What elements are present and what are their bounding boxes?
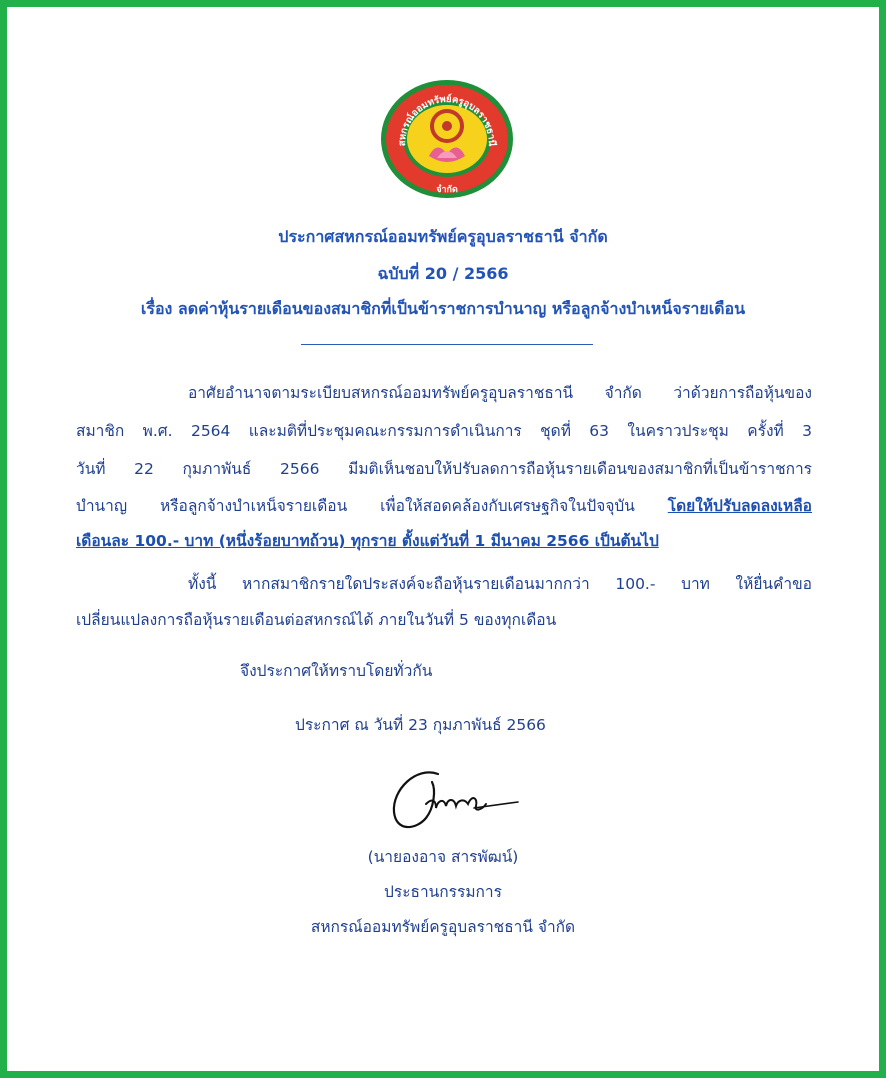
announcement-number: ฉบับที่ 20 / 2566	[377, 264, 509, 283]
paragraph-1-line-3: วันที่ 22 กุมภาพันธ์ 2566 มีมติเห็นชอบให้ปรับลดการถือหุ้นรายเดือนของสมาชิกที่เป็นข้าราชการ	[76, 460, 812, 478]
cooperative-logo	[379, 78, 515, 200]
paragraph-1-line-4-emphasis: โดยให้ปรับลดลงเหลือ	[667, 497, 812, 515]
paragraph-1-line-2: สมาชิก พ.ศ. 2564 และมติที่ประชุมคณะกรรมการดำเนินการ ชุดที่ 63 ในคราวประชุม ครั้งที่ 3	[76, 422, 812, 440]
divider	[301, 344, 593, 345]
signatory-position: ประธานกรรมการ	[384, 883, 502, 901]
paragraph-1-line-4-text: บำนาญ หรือลูกจ้างบำเหน็จรายเดือน เพื่อให้สอดคล้องกับเศรษฐกิจในปัจจุบัน	[76, 497, 668, 515]
paragraph-1-line-5	[76, 528, 659, 553]
announcement-subject: เรื่อง ลดค่าหุ้นรายเดือนของสมาชิกที่เป็นข้าราชการบำนาญ หรือลูกจ้างบำเหน็จรายเดือน	[140, 299, 746, 318]
signatory-organization: สหกรณ์ออมทรัพย์ครูอุบลราชธานี จำกัด	[310, 918, 576, 936]
logo-ring-text: สหกรณ์ออมทรัพย์ครูอุบลราชธานี	[396, 93, 498, 147]
signatory-name: (นายองอาจ สารพัฒน์)	[367, 848, 519, 866]
paragraph-2-line-1: ทั้งนี้ หากสมาชิกรายใดประสงค์จะถือหุ้นรายเดือนมากกว่า 100.- บาท ให้ยื่นคำขอ	[188, 575, 812, 593]
paragraph-1-line-1: อาศัยอำนาจตามระเบียบสหกรณ์ออมทรัพย์ครูอุบลราชธานี จำกัด ว่าด้วยการถือหุ้นของ	[188, 384, 812, 402]
handwritten-signature	[386, 760, 522, 840]
paragraph-2-line-2: เปลี่ยนแปลงการถือหุ้นรายเดือนต่อสหกรณ์ได้ ภายในวันที่ 5 ของทุกเดือน	[76, 611, 557, 629]
announcement-title: ประกาศสหกรณ์ออมทรัพย์ครูอุบลราชธานี จำกัด	[278, 227, 608, 246]
paragraph-1-line-4	[76, 493, 812, 518]
closing-text: จึงประกาศให้ทราบโดยทั่วกัน	[240, 662, 433, 680]
paragraph-1-line-5-emphasis: เดือนละ 100.- บาท (หนึ่งร้อยบาทถ้วน) ทุกราย ตั้งแต่วันที่ 1 มีนาคม 2566 เป็นต้นไป	[76, 532, 659, 550]
announcement-date: ประกาศ ณ วันที่ 23 กุมภาพันธ์ 2566	[295, 716, 546, 734]
logo-bottom-text: จำกัด	[436, 185, 458, 195]
